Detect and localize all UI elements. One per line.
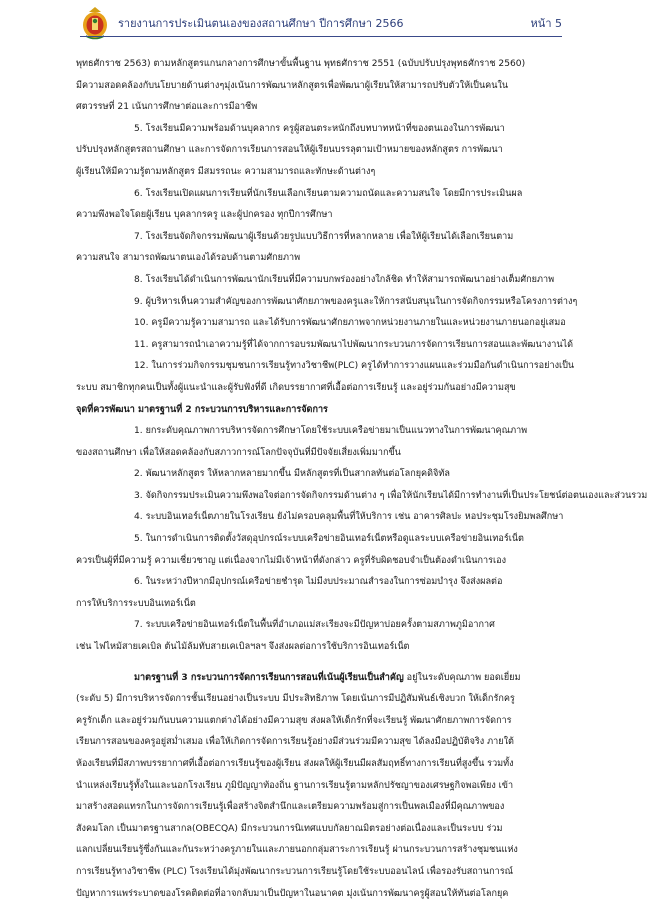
report-title: รายงานการประเมินตนเองของสถานศึกษา ปีการศึกษา 2566 xyxy=(118,17,404,30)
text-line: ควรเป็นผู้ที่มีความรู้ ความเชี่ยวชาญ แต่เนื่องจากไม่มีเจ้าหน้าที่ดังกล่าว ครูที่รับผิดชอบจำเป็นต้องดำเนินการเอง xyxy=(76,555,507,566)
text-line: 6. ในระหว่างปีหากมีอุปกรณ์เครือข่ายชำรุด ไม่มีงบประมาณสำรองในการซ่อมบำรุง จึงส่งผลต่อ xyxy=(134,577,503,588)
text-line: ระบบ สมาชิกทุกคนเป็นทั้งผู้แนะนำและผู้รับฟังที่ดี เกิดบรรยากาศที่เอื้อต่อการเรียนรู้ และอยู่ร่วมกันอย่างมีความสุข xyxy=(76,382,516,393)
text-line: 2. พัฒนาหลักสูตร ให้หลากหลายมากขึ้น มีหลักสูตรที่เป็นสากลทันต่อโลกยุคดิจิทัล xyxy=(134,469,450,480)
header-divider xyxy=(80,36,562,37)
document-body xyxy=(76,54,647,905)
text-line: ห้องเรียนที่มีสภาพบรรยากาศที่เอื้อต่อการเรียนรู้ของผู้เรียน ส่งผลให้ผู้เรียนมีผลสัมฤทธิ์ทางการเรียนที่สูงขึ้น รวมทั้ง xyxy=(76,759,514,769)
text-line: เช่น ไฟไหม้สายเคเบิล ต้นไม้ล้มทับสายเคเบิลฯลฯ จึงส่งผลต่อการใช้บริการอินเทอร์เน็ต xyxy=(76,642,410,653)
text-line: ผู้เรียนให้มีความรู้ตามหลักสูตร มีสมรรถนะ ความสามารถและทักษะด้านต่างๆ xyxy=(76,166,376,177)
text-line: 5. โรงเรียนมีความพร้อมด้านบุคลากร ครูผู้สอนตระหนักถึงบทบาทหน้าที่ของตนเองในการพัฒนา xyxy=(134,123,505,134)
standard-3-rating: อยู่ในระดับคุณภาพ ยอดเยี่ยม xyxy=(403,672,521,683)
text-line: 6. โรงเรียนเปิดแผนการเรียนที่นักเรียนเลือกเรียนตามความถนัดและความสนใจ โดยมีการประเมินผล xyxy=(134,188,523,199)
text-line: 11. ครูสามารถนำเอาความรู้ที่ได้จากการอบรมพัฒนาไปพัฒนากระบวนการจัดการเรียนการสอนและพัฒนางานได้ xyxy=(134,339,574,350)
text-line: 12. ในการร่วมกิจกรรมชุมชนการเรียนรู้ทางวิชาชีพ(PLC) ครูได้ทำการวางแผนและร่วมมือกันดำเนินการอย่างเป็น xyxy=(134,361,575,372)
section-heading: จุดที่ควรพัฒนา มาตรฐานที่ 2 กระบวนการบริหารและการจัดการ xyxy=(76,404,328,415)
text-line: ศตวรรษที่ 21 เน้นการศึกษาต่อและการมีอาชีพ xyxy=(76,102,258,113)
text-line: เรียนการสอนของครูอยู่สม่ำเสมอ เพื่อให้เกิดการจัดการเรียนรู้อย่างมีส่วนร่วมมีความสุข ได้ลงมือปฏิบัติจริง ภายใต้ xyxy=(76,737,514,748)
text-line: ความสนใจ สามารถพัฒนาตนเองได้รอบด้านตามศักยภาพ xyxy=(76,253,301,264)
page-number: หน้า 5 xyxy=(530,17,562,30)
text-line: 7. ระบบเครือข่ายอินเทอร์เน็ตในพื้นที่อำเภอแม่สะเรียงจะมีปัญหาบ่อยครั้งตามสภาพภูมิอากาศ xyxy=(134,620,495,631)
text-line: ความพึงพอใจโดยผู้เรียน บุคลากรครู และผู้ปกครอง ทุกปีการศึกษา xyxy=(76,210,333,221)
text-line: มีความสอดคล้องกับนโยบายด้านต่างๆมุ่งเน้นการพัฒนาหลักสูตรเพื่อพัฒนาผู้เรียนให้สามารถปรับตัวให้เป็นคนใน xyxy=(76,80,509,91)
text-line: พุทธศักราช 2563) ตามหลักสูตรแกนกลางการศึกษาขั้นพื้นฐาน พุทธศักราช 2551 (ฉบับปรับปรุงพุทธศักราช 2560) xyxy=(76,59,526,69)
text-line: ปัญหาการแพร่ระบาดของโรคติดต่อที่อาจกลับมาเป็นปัญหาในอนาคต มุ่งเน้นการพัฒนาครูผู้สอนให้ทันต่อโลกยุค xyxy=(76,888,509,899)
text-line: การเรียนรู้ทางวิชาชีพ (PLC) โรงเรียนได้มุ่งพัฒนากระบวนการเรียนรู้โดยใช้ระบบออนไลน์ เพื่อรองรับสถานการณ์ xyxy=(76,866,514,877)
text-line: 8. โรงเรียนได้ดำเนินการพัฒนานักเรียนที่มีความบกพร่องอย่างใกล้ชิด ทำให้สามารถพัฒนาอย่างเต็มศักยภาพ xyxy=(134,274,555,285)
text-line: 5. ในการดำเนินการติดตั้งวัสดุอุปกรณ์ระบบเครือข่ายอินเทอร์เน็ตหรือดูแลระบบเครือข่ายอินเทอร์เน็ต xyxy=(134,534,524,545)
text-line: 1. ยกระดับคุณภาพการบริหารจัดการศึกษาโดยใช้ระบบเครือข่ายมาเป็นแนวทางในการพัฒนาคุณภาพ xyxy=(134,426,528,437)
text-line: ครูรักเด็ก และอยู่ร่วมกันบนความแตกต่างได้อย่างมีความสุข ส่งผลให้เด็กรักที่จะเรียนรู้ พัฒนาศักยภาพการจัดการ xyxy=(76,715,512,726)
standard-3-section xyxy=(76,668,566,905)
standard-3-heading-line xyxy=(76,668,566,690)
text-line: ของสถานศึกษา เพื่อให้สอดคล้องกับสภาวการณ์โลกปัจจุบันที่มีปัจจัยเสี่ยงเพิ่มมากขึ้น xyxy=(76,447,401,458)
text-line: แลกเปลี่ยนเรียนรู้ซึ่งกันและกันระหว่างครูภายในและภายนอกกลุ่มสาระการเรียนรู้ ผ่านกระบวนการสร้างชุมชนแห่ง xyxy=(76,845,518,856)
section-gap xyxy=(76,659,566,668)
text-line: สังคมโลก เป็นมาตรฐานสากล(OBECQA) มีกระบวนการนิเทศแบบกัลยาณมิตรอย่างต่อเนื่องและเป็นระบบ ร่วม xyxy=(76,823,503,834)
text-line: ปรับปรุงหลักสูตรสถานศึกษา และการจัดการเรียนการสอนให้ผู้เรียนบรรลุตามเป้าหมายของหลักสูตร การพัฒนา xyxy=(76,145,503,156)
school-emblem-icon xyxy=(80,6,110,40)
page-header xyxy=(0,0,638,48)
text-line: (ระดับ 5) มีการบริหารจัดการชั้นเรียนอย่างเป็นระบบ มีประสิทธิภาพ โดยเน้นการมีปฏิสัมพันธ์เชิงบวก ให้เด็กรักครู xyxy=(76,694,515,705)
text-line: 7. โรงเรียนจัดกิจกรรมพัฒนาผู้เรียนด้วยรูปแบบวิธีการที่หลากหลาย เพื่อให้ผู้เรียนได้เลือกเรียนตาม xyxy=(134,231,514,242)
text-line: 4. ระบบอินเทอร์เน็ตภายในโรงเรียน ยังไม่ครอบคลุมพื้นที่ให้บริการ เช่น อาคารศิลปะ หอประชุมโรงยิมพลศึกษา xyxy=(134,512,564,523)
text-line: 9. ผู้บริหารเห็นความสำคัญของการพัฒนาศักยภาพของครูและให้การสนับสนุนในการจัดกิจกรรมหรือโครงการต่างๆ xyxy=(134,296,578,307)
text-line: การให้บริการระบบอินเทอร์เน็ต xyxy=(76,598,196,609)
text-line: มาสร้างสอดแทรกในการจัดการเรียนรู้เพื่อสร้างจิตสำนึกและเตรียมความพร้อมสู่การเป็นพลเมืองที่มีคุณภาพของ xyxy=(76,802,505,813)
text-line: นำแหล่งเรียนรู้ทั้งในและนอกโรงเรียน ภูมิปัญญาท้องถิ่น ฐานการเรียนรู้ตามหลักปรัชญาของเศรษฐกิจพอเพียง เข้า xyxy=(76,780,514,791)
standard-3-heading: มาตรฐานที่ 3 กระบวนการจัดการเรียนการสอนที่เน้นผู้เรียนเป็นสำคัญ xyxy=(134,672,404,683)
text-line: 10. ครูมีความรู้ความสามารถ และได้รับการพัฒนาศักยภาพจากหน่วยงานภายในและหน่วยงานภายนอกอยู่เสมอ xyxy=(134,318,566,329)
strengths-and-improvements-section xyxy=(76,54,647,659)
text-line: 3. จัดกิจกรรมประเมินความพึงพอใจต่อการจัดกิจกรรมด้านต่าง ๆ เพื่อให้นักเรียนได้มีการทำงานที่เป็นประโยชน์ต่อตนเองและส่วนรวม xyxy=(134,490,647,501)
standard-3-paragraph xyxy=(76,689,566,905)
